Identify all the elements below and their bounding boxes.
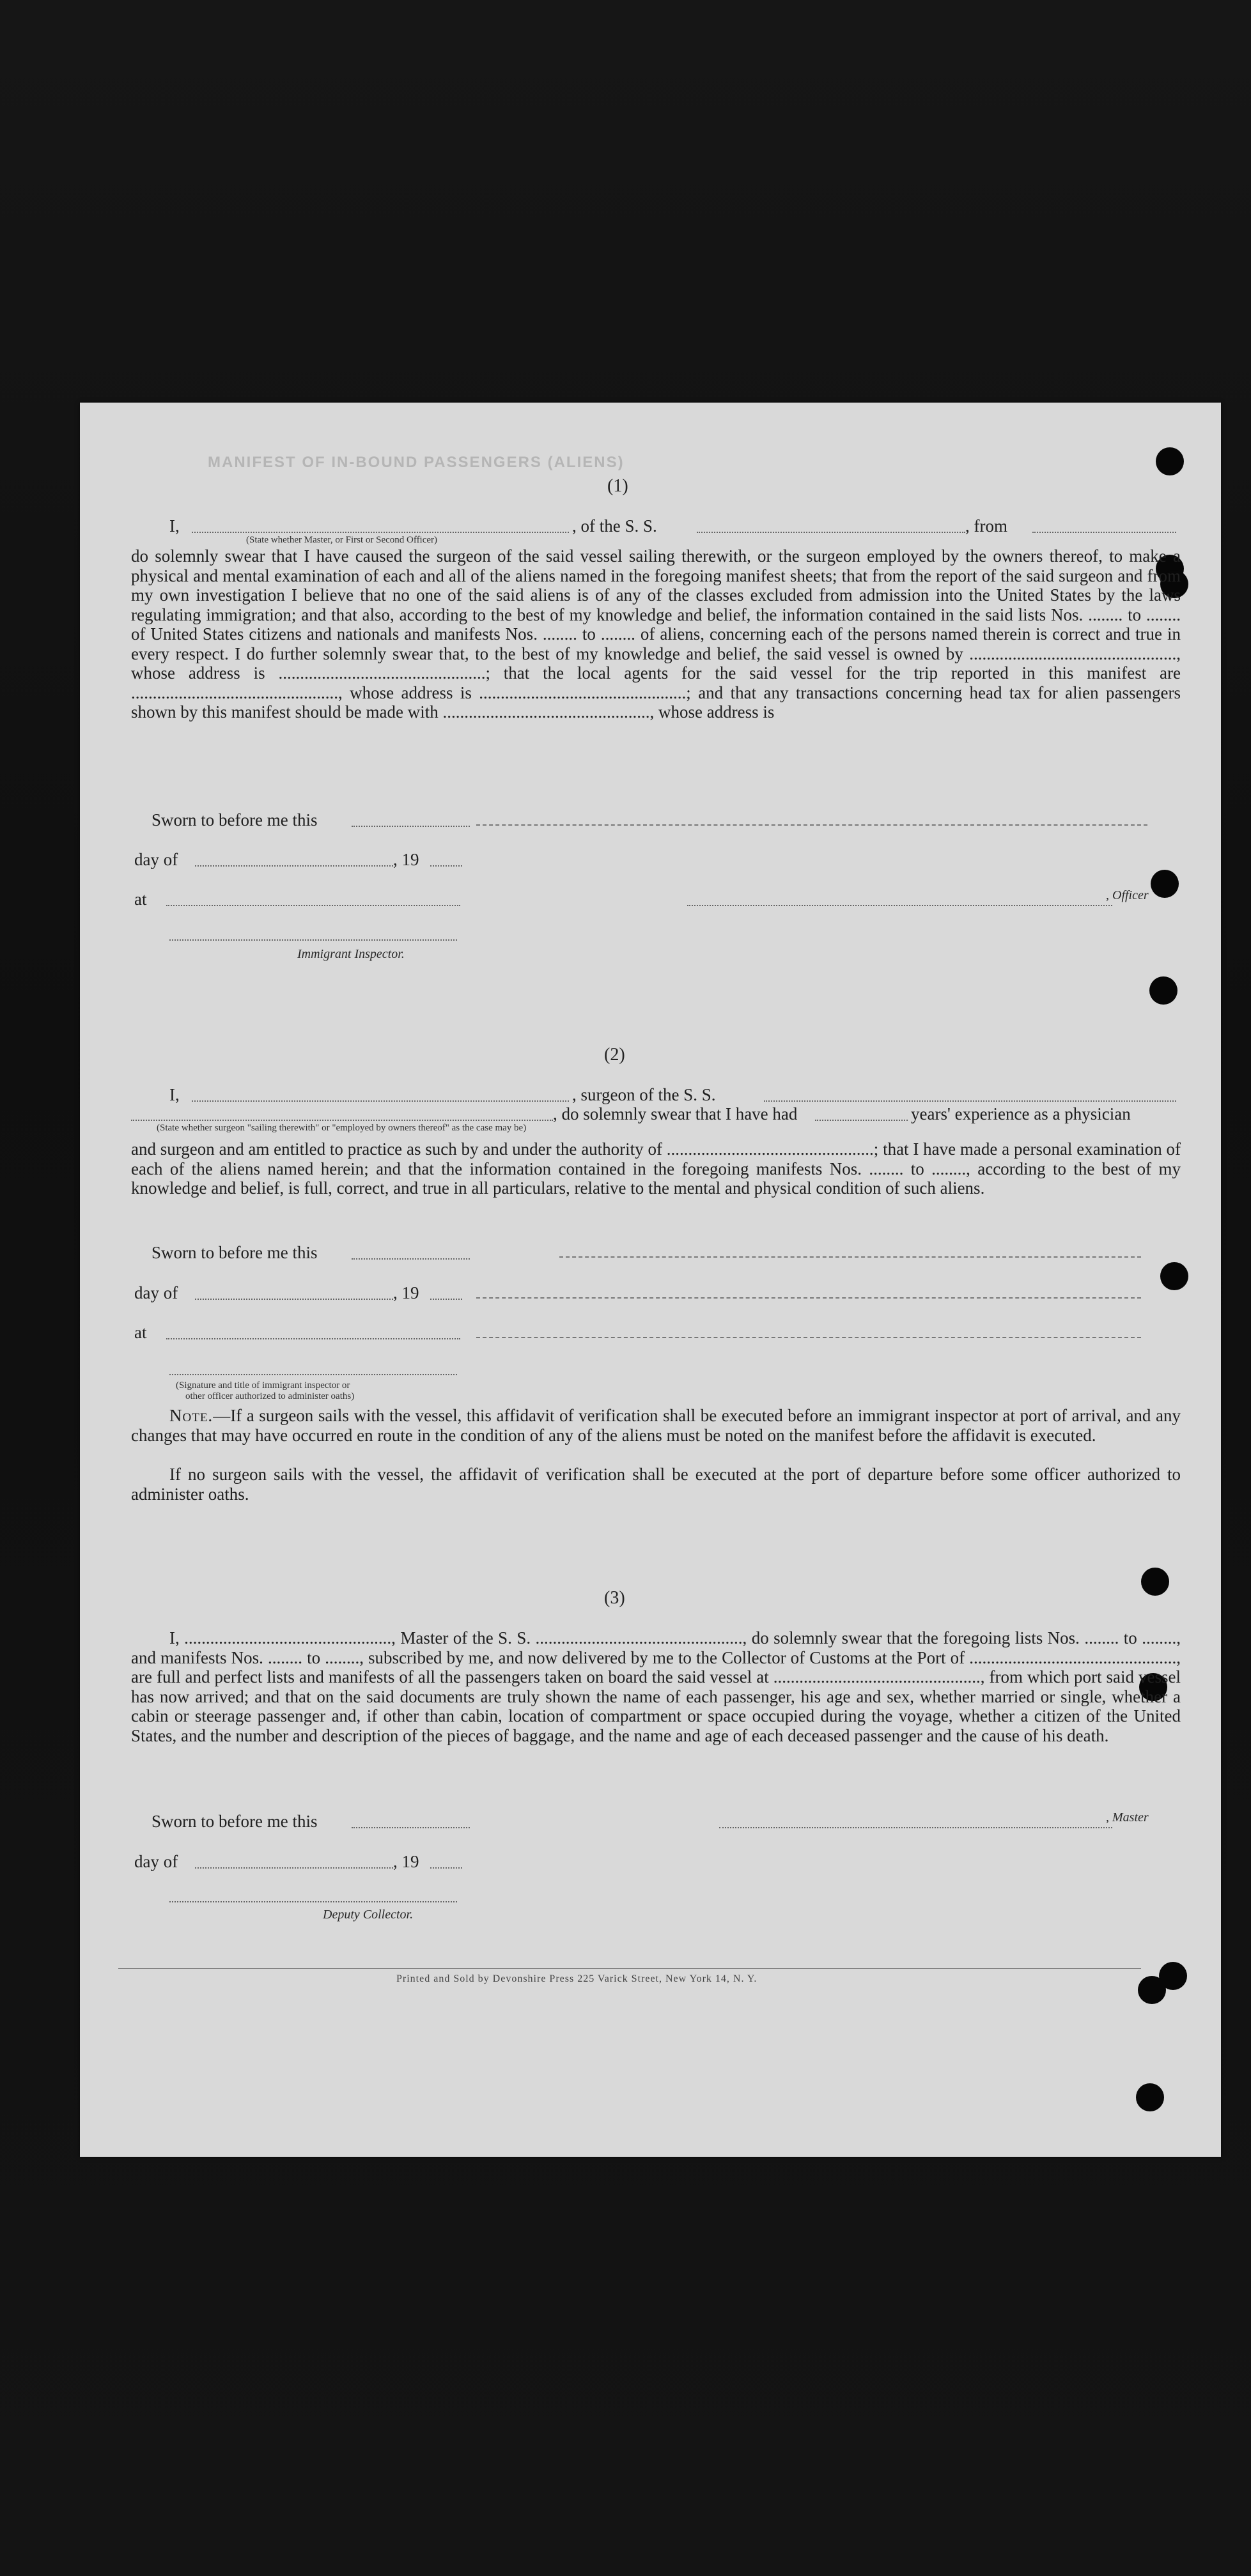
section-3-body: I, ................................................, Master of the S. S. ................................................, do solemnly swear that the foregoing lists Nos. ........ to ........, and manifests Nos. ........ to ........, subscribed by me, and now delivered by me to the Collector of Customs at the Port of ................................................, are full and perfect lists and manifests of all the passengers taken on board the said vessel at ................................................, from which port said vessel has now arrived; and that on the said documents are truly shown the name of each passenger, his age and sex, whether married or single, whether a cabin or steerage passenger and, if other than cabin, location of compartment or space occupied during the voyage, whether a citizen of the United States, and the number and description of the pieces of baggage, and the name and age of each deceased passenger and the cause of his death. bbox=[131, 1628, 1181, 1745]
section-1-day-of-label: day of bbox=[134, 850, 178, 869]
section-2-day-of-label: day of bbox=[134, 1283, 178, 1302]
punch-hole bbox=[1141, 1568, 1169, 1596]
section-1-line-1-start: I, bbox=[169, 516, 180, 536]
section-1-sworn-blank bbox=[352, 826, 470, 827]
bleed-through-title: MANIFEST OF IN-BOUND PASSENGERS (ALIENS) bbox=[208, 454, 625, 471]
surgeon-type-caption: (State whether surgeon "sailing therewith" or "employed by owners thereof" as the case may be) bbox=[157, 1123, 527, 1133]
section-3-number: (3) bbox=[604, 1588, 625, 1608]
officer-caption: (State whether Master, or First or Second Officer) bbox=[246, 535, 438, 545]
section-2-day-blank bbox=[195, 1299, 393, 1300]
surgeon-type-blank bbox=[131, 1120, 553, 1121]
section-2-line-1-end: , surgeon of the S. S. bbox=[572, 1085, 716, 1104]
section-2-at-blank bbox=[166, 1338, 460, 1339]
section-1-body: do solemnly swear that I have caused the surgeon of the said vessel sailing therewith, or the surgeon employed by the owners thereof, to make a physical and mental examination of each and all of the aliens named in the foregoing manifest sheets; that from the report of the said surgeon and from my own investigation I believe that no one of the said aliens is of any of the classes excluded from admission into the United States by the laws regulating immigration; and that also, according to the best of my knowledge and belief, the information contained in the said lists Nos. ........ to ........ of United States citizens and nationals and manifests Nos. ........ to ........ of aliens, concerning each of the persons named therein is correct and true in every respect. I do further solemnly swear that, to the best of my knowledge and belief, the said vessel is owned by ................................................, whose address is ................................................; that the local agents for the said vessel for the trip reported in this manifest are ................................................, whose address is ................................................; and that any transactions concerning head tax for alien passengers shown by this manifest should be made with ................................................, whose address is bbox=[131, 546, 1181, 721]
master-signature-blank bbox=[719, 1827, 1112, 1828]
signature-caption-line-1: (Signature and title of immigrant inspector or bbox=[176, 1380, 350, 1391]
section-2-body: and surgeon and am entitled to practice as such by and under the authority of ................................................; that I have made a personal examination of each of the aliens named herein; and that the information contained in the foregoing manifests Nos. ........ to ........, according to the best of my knowledge and belief, is full, correct, and true in all particulars, relative to the mental and physical condition of such aliens. bbox=[131, 1139, 1181, 1198]
section-1-year-blank bbox=[430, 865, 462, 867]
section-2-year-prefix: , 19 bbox=[393, 1283, 419, 1302]
section-3-day-of-label: day of bbox=[134, 1852, 178, 1871]
section-3-day-blank bbox=[195, 1867, 393, 1869]
faint-rule bbox=[476, 1297, 1141, 1299]
punch-hole bbox=[1136, 2083, 1164, 2111]
printer-imprint: Printed and Sold by Devonshire Press 225 Varick Street, New York 14, N. Y. bbox=[396, 1973, 758, 1984]
signature-caption-line-2: other officer authorized to administer oaths) bbox=[185, 1391, 355, 1401]
section-1-at-label: at bbox=[134, 890, 147, 909]
punch-hole bbox=[1156, 447, 1184, 475]
inspector-signature-blank bbox=[169, 939, 457, 941]
section-2-sworn-blank bbox=[352, 1258, 470, 1260]
officer-name-blank bbox=[192, 532, 569, 533]
section-2-sworn-label: Sworn to before me this bbox=[152, 1243, 318, 1262]
section-2-signature-blank bbox=[169, 1374, 457, 1375]
manifest-affidavit-page bbox=[80, 403, 1221, 2157]
punch-hole bbox=[1149, 976, 1177, 1005]
section-2-vessel-blank bbox=[764, 1100, 1176, 1102]
officer-signature-blank bbox=[687, 905, 1112, 906]
section-2-note-2: If no surgeon sails with the vessel, the affidavit of verification shall be executed at the port of departure before some officer authorized to administer oaths. bbox=[131, 1465, 1181, 1504]
years-blank bbox=[815, 1120, 908, 1121]
departure-port-blank bbox=[1032, 532, 1176, 533]
officer-label: , Officer bbox=[1106, 888, 1149, 902]
section-2-line-1-start: I, bbox=[169, 1085, 180, 1104]
note-label: Note. bbox=[169, 1406, 214, 1425]
master-label: , Master bbox=[1106, 1810, 1149, 1824]
section-2-line-2-mid: , do solemnly swear that I have had bbox=[553, 1104, 798, 1123]
section-1-number: (1) bbox=[607, 476, 628, 496]
faint-rule bbox=[559, 1256, 1141, 1258]
punch-hole bbox=[1151, 870, 1179, 898]
inspector-caption: Immigrant Inspector. bbox=[297, 947, 405, 961]
section-2-at-label: at bbox=[134, 1323, 147, 1342]
footer-rule bbox=[118, 1968, 1141, 1969]
section-1-day-blank bbox=[195, 865, 393, 867]
section-1-year-prefix: , 19 bbox=[393, 850, 419, 869]
collector-caption: Deputy Collector. bbox=[323, 1908, 414, 1922]
faint-rule bbox=[476, 824, 1147, 826]
section-2-line-2-end: years' experience as a physician bbox=[911, 1104, 1131, 1123]
section-2-number: (2) bbox=[604, 1045, 625, 1065]
section-3-sworn-label: Sworn to before me this bbox=[152, 1812, 318, 1831]
collector-signature-blank bbox=[169, 1901, 457, 1902]
section-1-sworn-label: Sworn to before me this bbox=[152, 810, 318, 829]
section-3-year-prefix: , 19 bbox=[393, 1852, 419, 1871]
punch-hole bbox=[1160, 1262, 1188, 1290]
section-2-note bbox=[131, 1406, 1181, 1445]
section-3-year-blank bbox=[430, 1867, 462, 1869]
section-1-at-blank bbox=[166, 905, 460, 906]
punch-hole bbox=[1138, 1976, 1166, 2004]
note-text: —If a surgeon sails with the vessel, this affidavit of verification shall be executed before an immigrant inspector at port of arrival, and any changes that may have occurred en route in the condition of any of the aliens must be noted on the manifest before the affidavit is executed. bbox=[131, 1406, 1181, 1445]
vessel-name-blank bbox=[697, 532, 965, 533]
section-3-sworn-blank bbox=[352, 1827, 470, 1828]
faint-rule bbox=[476, 1337, 1141, 1338]
section-1-line-1-mid: , of the S. S. bbox=[572, 516, 657, 536]
surgeon-name-blank bbox=[192, 1100, 569, 1102]
section-2-year-blank bbox=[430, 1299, 462, 1300]
section-1-line-1-end: , from bbox=[965, 516, 1007, 536]
